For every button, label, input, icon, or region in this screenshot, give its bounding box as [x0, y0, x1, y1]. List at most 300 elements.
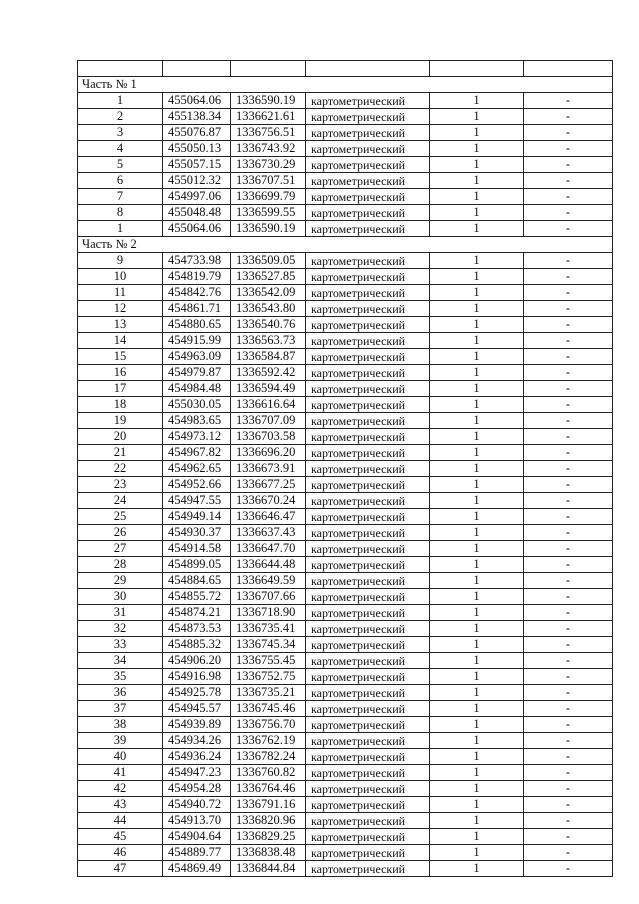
table-row	[78, 477, 613, 493]
precision-cell: 1	[430, 221, 524, 237]
coord-y: 1336735.41	[231, 621, 306, 637]
coordinates-table-body	[78, 61, 613, 877]
method-cell: картометрический	[306, 365, 430, 381]
coord-x: 454855.72	[163, 589, 231, 605]
table-row	[78, 333, 613, 349]
precision-cell: 1	[430, 541, 524, 557]
note-cell: -	[524, 813, 613, 829]
table-row	[78, 413, 613, 429]
point-number: 45	[78, 829, 163, 845]
precision-cell: 1	[430, 285, 524, 301]
point-number: 1	[78, 93, 163, 109]
coord-y: 1336616.64	[231, 397, 306, 413]
method-cell: картометрический	[306, 477, 430, 493]
note-cell: -	[524, 525, 613, 541]
note-cell: -	[524, 797, 613, 813]
method-cell: картометрический	[306, 637, 430, 653]
coord-x: 454904.64	[163, 829, 231, 845]
precision-cell: 1	[430, 701, 524, 717]
coord-x: 454733.98	[163, 253, 231, 269]
coord-x: 454884.65	[163, 573, 231, 589]
coord-y: 1336829.25	[231, 829, 306, 845]
precision-cell: 1	[430, 797, 524, 813]
coord-x: 454954.28	[163, 781, 231, 797]
table-row	[78, 781, 613, 797]
method-cell: картометрический	[306, 125, 430, 141]
coord-y: 1336592.42	[231, 365, 306, 381]
precision-cell: 1	[430, 525, 524, 541]
table-row	[78, 845, 613, 861]
point-number: 10	[78, 269, 163, 285]
method-cell: картометрический	[306, 829, 430, 845]
coordinates-document	[77, 60, 612, 877]
precision-cell: 1	[430, 109, 524, 125]
precision-cell: 1	[430, 349, 524, 365]
method-cell: картометрический	[306, 445, 430, 461]
coord-y: 1336621.61	[231, 109, 306, 125]
precision-cell: 1	[430, 653, 524, 669]
table-row	[78, 557, 613, 573]
method-cell: картометрический	[306, 669, 430, 685]
point-number: 21	[78, 445, 163, 461]
precision-cell: 1	[430, 477, 524, 493]
point-number: 4	[78, 141, 163, 157]
method-cell: картометрический	[306, 525, 430, 541]
point-number: 32	[78, 621, 163, 637]
table-row	[78, 509, 613, 525]
note-cell: -	[524, 493, 613, 509]
coord-y: 1336590.19	[231, 93, 306, 109]
table-row	[78, 717, 613, 733]
method-cell: картометрический	[306, 573, 430, 589]
coord-x: 454913.70	[163, 813, 231, 829]
precision-cell: 1	[430, 573, 524, 589]
method-cell: картометрический	[306, 397, 430, 413]
point-number: 37	[78, 701, 163, 717]
coord-x: 454983.65	[163, 413, 231, 429]
precision-cell: 1	[430, 269, 524, 285]
coord-x: 454861.71	[163, 301, 231, 317]
coord-y: 1336707.51	[231, 173, 306, 189]
method-cell: картометрический	[306, 285, 430, 301]
note-cell: -	[524, 397, 613, 413]
coord-x: 455050.13	[163, 141, 231, 157]
coord-y: 1336646.47	[231, 509, 306, 525]
coord-x: 455064.06	[163, 93, 231, 109]
method-cell: картометрический	[306, 589, 430, 605]
note-cell: -	[524, 845, 613, 861]
note-cell: -	[524, 685, 613, 701]
point-number: 34	[78, 653, 163, 669]
note-cell: -	[524, 733, 613, 749]
note-cell: -	[524, 461, 613, 477]
method-cell: картометрический	[306, 301, 430, 317]
point-number: 39	[78, 733, 163, 749]
table-row	[78, 109, 613, 125]
note-cell: -	[524, 477, 613, 493]
precision-cell: 1	[430, 253, 524, 269]
method-cell: картометрический	[306, 173, 430, 189]
table-row	[78, 653, 613, 669]
precision-cell: 1	[430, 413, 524, 429]
method-cell: картометрический	[306, 317, 430, 333]
note-cell: -	[524, 141, 613, 157]
point-number: 40	[78, 749, 163, 765]
coord-x: 454873.53	[163, 621, 231, 637]
coord-y: 1336745.34	[231, 637, 306, 653]
precision-cell: 1	[430, 861, 524, 877]
coord-y: 1336707.09	[231, 413, 306, 429]
table-row	[78, 861, 613, 877]
coord-y: 1336820.96	[231, 813, 306, 829]
note-cell: -	[524, 157, 613, 173]
note-cell: -	[524, 333, 613, 349]
coord-x: 454842.76	[163, 285, 231, 301]
table-row	[78, 797, 613, 813]
table-row	[78, 125, 613, 141]
coord-x: 454967.82	[163, 445, 231, 461]
coord-x: 454874.21	[163, 605, 231, 621]
note-cell: -	[524, 765, 613, 781]
precision-cell: 1	[430, 141, 524, 157]
method-cell: картометрический	[306, 221, 430, 237]
coord-y: 1336762.19	[231, 733, 306, 749]
coord-x: 454984.48	[163, 381, 231, 397]
coordinates-table	[77, 60, 613, 877]
coord-x: 454915.99	[163, 333, 231, 349]
table-row	[78, 541, 613, 557]
coord-x: 454899.05	[163, 557, 231, 573]
method-cell: картометрический	[306, 717, 430, 733]
table-row	[78, 573, 613, 589]
point-number: 11	[78, 285, 163, 301]
note-cell: -	[524, 317, 613, 333]
method-cell: картометрический	[306, 109, 430, 125]
point-number: 23	[78, 477, 163, 493]
note-cell: -	[524, 93, 613, 109]
coord-y: 1336590.19	[231, 221, 306, 237]
precision-cell: 1	[430, 333, 524, 349]
point-number: 24	[78, 493, 163, 509]
method-cell: картометрический	[306, 653, 430, 669]
coord-y: 1336743.92	[231, 141, 306, 157]
coord-y: 1336542.09	[231, 285, 306, 301]
method-cell: картометрический	[306, 621, 430, 637]
precision-cell: 1	[430, 765, 524, 781]
point-number: 9	[78, 253, 163, 269]
method-cell: картометрический	[306, 701, 430, 717]
table-row	[78, 365, 613, 381]
coord-x: 454930.37	[163, 525, 231, 541]
table-row	[78, 349, 613, 365]
table-row	[78, 157, 613, 173]
coord-y: 1336838.48	[231, 845, 306, 861]
point-number: 18	[78, 397, 163, 413]
method-cell: картометрический	[306, 781, 430, 797]
note-cell: -	[524, 573, 613, 589]
precision-cell: 1	[430, 717, 524, 733]
point-number: 7	[78, 189, 163, 205]
method-cell: картометрический	[306, 461, 430, 477]
coord-y: 1336764.46	[231, 781, 306, 797]
table-row	[78, 173, 613, 189]
table-row	[78, 669, 613, 685]
point-number: 16	[78, 365, 163, 381]
coord-y: 1336599.55	[231, 205, 306, 221]
note-cell: -	[524, 669, 613, 685]
point-number: 8	[78, 205, 163, 221]
point-number: 36	[78, 685, 163, 701]
point-number: 42	[78, 781, 163, 797]
note-cell: -	[524, 637, 613, 653]
method-cell: картометрический	[306, 141, 430, 157]
note-cell: -	[524, 781, 613, 797]
note-cell: -	[524, 829, 613, 845]
precision-cell: 1	[430, 317, 524, 333]
coord-x: 454906.20	[163, 653, 231, 669]
precision-cell: 1	[430, 205, 524, 221]
note-cell: -	[524, 301, 613, 317]
table-row	[78, 397, 613, 413]
coord-y: 1336703.58	[231, 429, 306, 445]
precision-cell: 1	[430, 557, 524, 573]
table-row	[78, 205, 613, 221]
precision-cell: 1	[430, 669, 524, 685]
coord-y: 1336677.25	[231, 477, 306, 493]
point-number: 41	[78, 765, 163, 781]
coord-y: 1336756.70	[231, 717, 306, 733]
precision-cell: 1	[430, 173, 524, 189]
coord-x: 454979.87	[163, 365, 231, 381]
table-row	[78, 445, 613, 461]
method-cell: картометрический	[306, 861, 430, 877]
note-cell: -	[524, 589, 613, 605]
coord-y: 1336670.24	[231, 493, 306, 509]
precision-cell: 1	[430, 381, 524, 397]
coord-y: 1336782.24	[231, 749, 306, 765]
coord-x: 455057.15	[163, 157, 231, 173]
coord-y: 1336791.16	[231, 797, 306, 813]
coord-x: 454947.23	[163, 765, 231, 781]
table-row	[78, 221, 613, 237]
coord-y: 1336644.48	[231, 557, 306, 573]
note-cell: -	[524, 253, 613, 269]
coord-x: 454889.77	[163, 845, 231, 861]
table-row	[78, 749, 613, 765]
method-cell: картометрический	[306, 541, 430, 557]
note-cell: -	[524, 445, 613, 461]
coord-x: 454914.58	[163, 541, 231, 557]
method-cell: картометрический	[306, 429, 430, 445]
table-row	[78, 253, 613, 269]
table-row	[78, 461, 613, 477]
method-cell: картометрический	[306, 509, 430, 525]
note-cell: -	[524, 717, 613, 733]
note-cell: -	[524, 557, 613, 573]
coord-y: 1336527.85	[231, 269, 306, 285]
coord-y: 1336745.46	[231, 701, 306, 717]
coord-x: 454947.55	[163, 493, 231, 509]
table-row	[78, 605, 613, 621]
coord-x: 454880.65	[163, 317, 231, 333]
coord-y: 1336509.05	[231, 253, 306, 269]
note-cell: -	[524, 221, 613, 237]
method-cell: картометрический	[306, 685, 430, 701]
coord-x: 454819.79	[163, 269, 231, 285]
method-cell: картометрический	[306, 205, 430, 221]
precision-cell: 1	[430, 157, 524, 173]
table-row	[78, 701, 613, 717]
table-row	[78, 525, 613, 541]
note-cell: -	[524, 173, 613, 189]
coord-y: 1336755.45	[231, 653, 306, 669]
coord-x: 455030.05	[163, 397, 231, 413]
note-cell: -	[524, 109, 613, 125]
coord-y: 1336649.59	[231, 573, 306, 589]
coord-y: 1336756.51	[231, 125, 306, 141]
table-row	[78, 621, 613, 637]
method-cell: картометрический	[306, 845, 430, 861]
precision-cell: 1	[430, 589, 524, 605]
note-cell: -	[524, 701, 613, 717]
note-cell: -	[524, 381, 613, 397]
table-row	[78, 685, 613, 701]
coord-x: 455048.48	[163, 205, 231, 221]
coord-y: 1336647.70	[231, 541, 306, 557]
method-cell: картометрический	[306, 605, 430, 621]
point-number: 6	[78, 173, 163, 189]
coord-y: 1336540.76	[231, 317, 306, 333]
point-number: 2	[78, 109, 163, 125]
note-cell: -	[524, 653, 613, 669]
point-number: 31	[78, 605, 163, 621]
part-header-row	[78, 237, 613, 253]
coord-x: 454936.24	[163, 749, 231, 765]
point-number: 29	[78, 573, 163, 589]
precision-cell: 1	[430, 365, 524, 381]
coord-y: 1336563.73	[231, 333, 306, 349]
table-row	[78, 733, 613, 749]
point-number: 47	[78, 861, 163, 877]
table-row	[78, 93, 613, 109]
point-number: 26	[78, 525, 163, 541]
method-cell: картометрический	[306, 797, 430, 813]
table-row	[78, 429, 613, 445]
method-cell: картометрический	[306, 333, 430, 349]
note-cell: -	[524, 605, 613, 621]
table-row	[78, 637, 613, 653]
coord-y: 1336696.20	[231, 445, 306, 461]
coord-x: 455012.32	[163, 173, 231, 189]
coord-x: 454945.57	[163, 701, 231, 717]
note-cell: -	[524, 349, 613, 365]
note-cell: -	[524, 189, 613, 205]
coord-x: 454963.09	[163, 349, 231, 365]
point-number: 1	[78, 221, 163, 237]
precision-cell: 1	[430, 509, 524, 525]
point-number: 12	[78, 301, 163, 317]
note-cell: -	[524, 285, 613, 301]
note-cell: -	[524, 509, 613, 525]
method-cell: картометрический	[306, 253, 430, 269]
method-cell: картометрический	[306, 189, 430, 205]
method-cell: картометрический	[306, 813, 430, 829]
point-number: 46	[78, 845, 163, 861]
coord-x: 454940.72	[163, 797, 231, 813]
point-number: 17	[78, 381, 163, 397]
point-number: 33	[78, 637, 163, 653]
coord-y: 1336673.91	[231, 461, 306, 477]
coord-x: 454885.32	[163, 637, 231, 653]
note-cell: -	[524, 429, 613, 445]
coord-y: 1336584.87	[231, 349, 306, 365]
coord-x: 454916.98	[163, 669, 231, 685]
coord-y: 1336707.66	[231, 589, 306, 605]
note-cell: -	[524, 269, 613, 285]
precision-cell: 1	[430, 493, 524, 509]
coord-y: 1336637.43	[231, 525, 306, 541]
table-row	[78, 829, 613, 845]
table-row	[78, 493, 613, 509]
precision-cell: 1	[430, 621, 524, 637]
coord-y: 1336718.90	[231, 605, 306, 621]
table-row	[78, 189, 613, 205]
point-number: 38	[78, 717, 163, 733]
point-number: 22	[78, 461, 163, 477]
table-top-row	[78, 61, 613, 77]
method-cell: картометрический	[306, 269, 430, 285]
method-cell: картометрический	[306, 765, 430, 781]
table-row	[78, 285, 613, 301]
coord-x: 455064.06	[163, 221, 231, 237]
precision-cell: 1	[430, 749, 524, 765]
point-number: 25	[78, 509, 163, 525]
note-cell: -	[524, 621, 613, 637]
table-row	[78, 269, 613, 285]
note-cell: -	[524, 861, 613, 877]
coord-x: 455076.87	[163, 125, 231, 141]
coord-y: 1336730.29	[231, 157, 306, 173]
coord-x: 454973.12	[163, 429, 231, 445]
method-cell: картометрический	[306, 733, 430, 749]
table-row	[78, 317, 613, 333]
point-number: 14	[78, 333, 163, 349]
precision-cell: 1	[430, 829, 524, 845]
coord-x: 454869.49	[163, 861, 231, 877]
table-row	[78, 301, 613, 317]
coord-x: 454962.65	[163, 461, 231, 477]
method-cell: картометрический	[306, 93, 430, 109]
coord-y: 1336543.80	[231, 301, 306, 317]
coord-x: 454939.89	[163, 717, 231, 733]
coord-y: 1336699.79	[231, 189, 306, 205]
coord-x: 454925.78	[163, 685, 231, 701]
precision-cell: 1	[430, 637, 524, 653]
method-cell: картометрический	[306, 349, 430, 365]
point-number: 20	[78, 429, 163, 445]
point-number: 13	[78, 317, 163, 333]
coord-x: 454949.14	[163, 509, 231, 525]
precision-cell: 1	[430, 397, 524, 413]
coord-x: 455138.34	[163, 109, 231, 125]
precision-cell: 1	[430, 429, 524, 445]
coord-x: 454952.66	[163, 477, 231, 493]
precision-cell: 1	[430, 461, 524, 477]
part-title: Часть № 1	[78, 77, 613, 93]
table-row	[78, 813, 613, 829]
part-title: Часть № 2	[78, 237, 613, 253]
part-header-row	[78, 77, 613, 93]
